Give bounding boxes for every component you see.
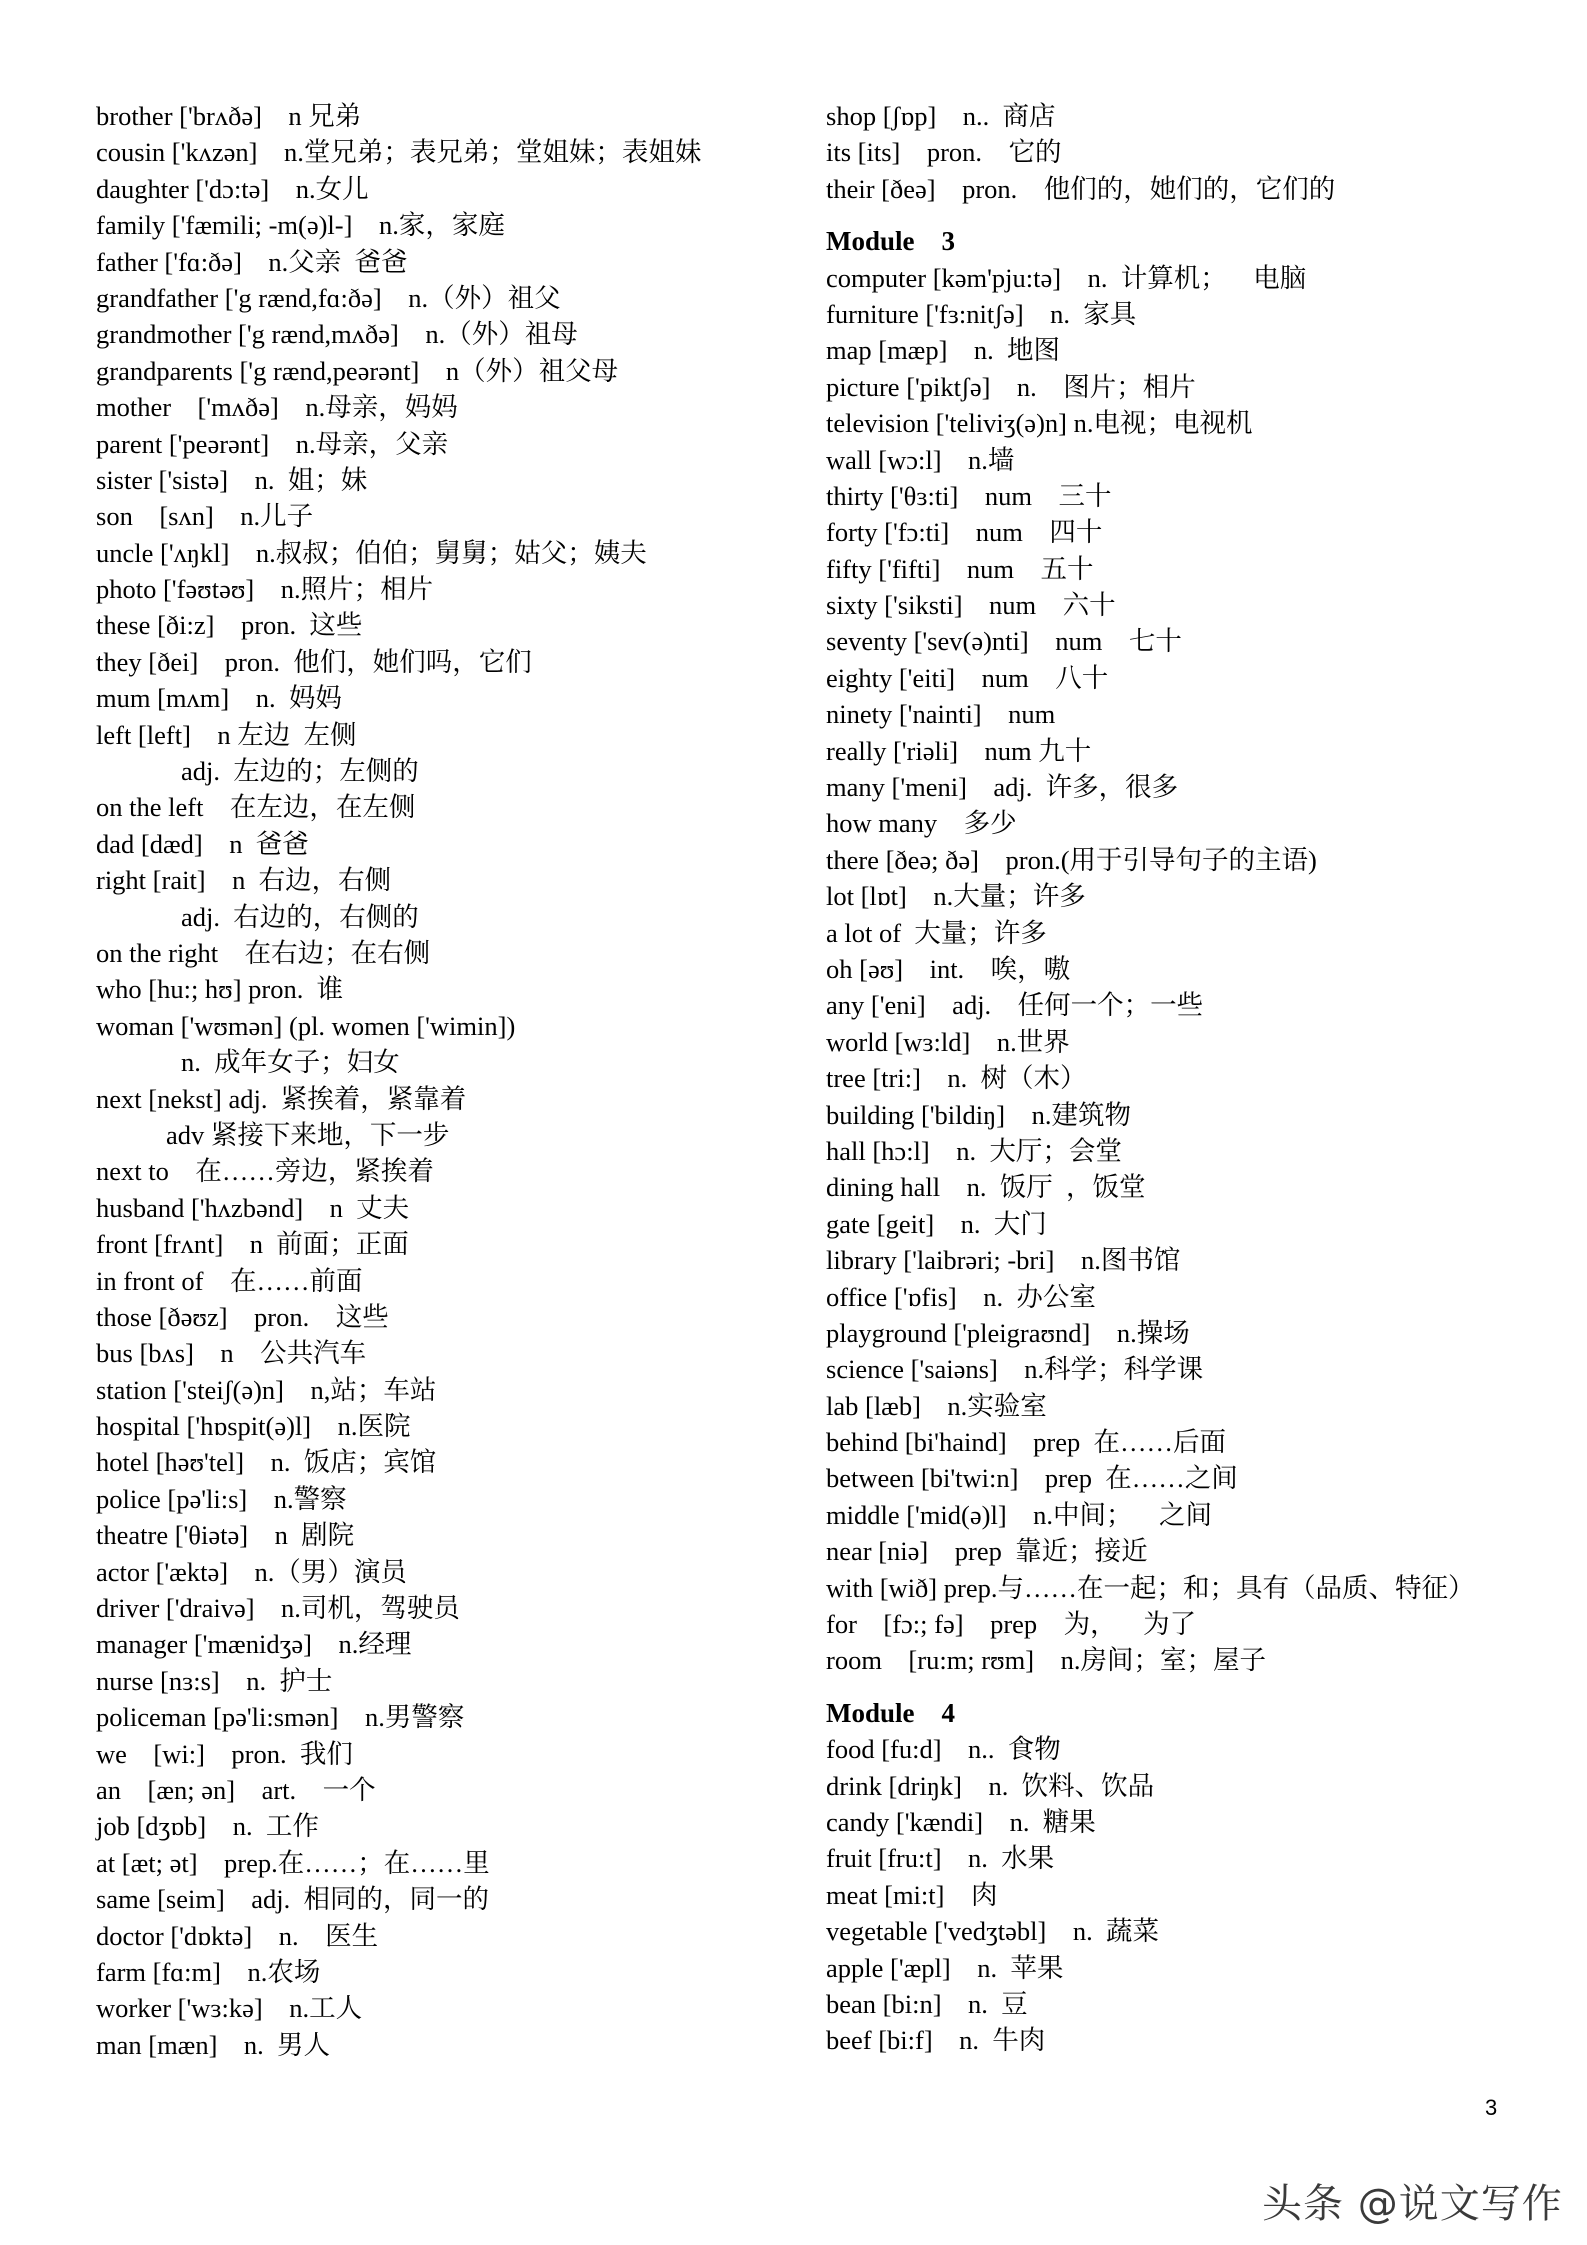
vocab-entry: at [æt; ət] prep.在……；在……里 <box>96 1847 490 1878</box>
vocab-entry: grandparents ['g rænd,peərənt] n（外）祖父母 <box>96 355 619 386</box>
vocab-entry: near [niə] prep 靠近；接近 <box>826 1536 1148 1567</box>
vocab-entry: hall [hɔ:l] n. 大厅；会堂 <box>826 1135 1122 1166</box>
vocab-entry: they [ðei] pron. 他们，她们吗，它们 <box>96 646 532 677</box>
vocab-entry: any ['eni] adj. 任何一个；一些 <box>826 990 1204 1021</box>
vocab-entry: station ['steiʃ(ə)n] n,站；车站 <box>96 1374 437 1405</box>
vocab-entry: brother ['brʌðə] n 兄弟 <box>96 101 362 131</box>
vocab-entry: computer [kəm'pju:tə] n. 计算机； 电脑 <box>826 262 1307 293</box>
vocab-entry: grandmother ['g rænd,mʌðə] n.（外）祖母 <box>96 319 578 350</box>
vocab-entry: office ['ɒfis] n. 办公室 <box>826 1281 1096 1312</box>
vocab-entry: family ['fæmili; -m(ə)l-] n.家，家庭 <box>96 210 505 241</box>
vocab-entry: nurse [nɜ:s] n. 护士 <box>96 1665 333 1696</box>
vocab-entry: an [æn; ən] art. 一个 <box>96 1774 376 1805</box>
vocab-entry: left [left] n 左边 左侧 <box>96 719 357 750</box>
vocab-entry: same [seim] adj. 相同的，同一的 <box>96 1884 490 1915</box>
vocab-entry: candy ['kændi] n. 糖果 <box>826 1806 1096 1837</box>
vocab-entry: hotel [həʊ'tel] n. 饭店；宾馆 <box>96 1447 437 1478</box>
vocab-entry: man [mæn] n. 男人 <box>96 2029 331 2060</box>
module-heading: Module 4 <box>826 1697 956 1728</box>
vocab-entry: building ['bildiŋ] n.建筑物 <box>826 1099 1131 1130</box>
vocab-entry: parent ['peərənt] n.母亲，父亲 <box>96 428 449 459</box>
vocab-entry: right [rait] n 右边，右侧 <box>96 865 392 896</box>
vocab-entry: bean [bi:n] n. 豆 <box>826 1988 1028 2019</box>
vocab-entry: doctor ['dɒktə] n. 医生 <box>96 1920 379 1951</box>
vocab-entry: worker ['wɜ:kə] n.工人 <box>96 1993 363 2024</box>
vocab-entry: photo ['fəʊtəʊ] n.照片；相片 <box>96 574 434 605</box>
vocab-entry: husband ['hʌzbənd] n 丈夫 <box>96 1192 410 1223</box>
vocab-entry: playground ['pleigraʊnd] n.操场 <box>826 1317 1190 1348</box>
vocab-entry: for [fɔ:; fə] prep 为， 为了 <box>826 1609 1197 1640</box>
vocab-entry: next to 在……旁边，紧挨着 <box>96 1156 434 1187</box>
vocab-entry: adj. 左边的；左侧的 <box>181 756 419 787</box>
vocab-entry: on the left 在左边，在左侧 <box>96 792 416 823</box>
vocab-entry: oh [əʊ] int. 唉，嗷 <box>826 953 1071 984</box>
vocab-entry: we [wi:] pron. 我们 <box>96 1738 353 1769</box>
vocab-entry: library ['laibrəri; -bri] n.图书馆 <box>826 1245 1181 1276</box>
vocab-entry: father ['fɑ:ðə] n.父亲 爸爸 <box>96 246 408 277</box>
vocab-entry: n. 成年女子；妇女 <box>181 1047 400 1078</box>
left-column <box>96 98 796 2063</box>
vocab-entry: shop [ʃɒp] n.. 商店 <box>826 101 1056 131</box>
watermark: 头条 @说文写作 <box>1262 2181 1563 2227</box>
vocab-entry: between [bi'twi:n] prep 在……之间 <box>826 1463 1238 1494</box>
vocab-entry: next [nekst] adj. 紧挨着，紧靠着 <box>96 1083 467 1114</box>
vocab-entry: on the right 在右边；在右侧 <box>96 937 431 968</box>
vocab-entry: thirty ['θɜ:ti] num 三十 <box>826 480 1112 511</box>
module-heading: Module 3 <box>826 226 956 257</box>
vocab-entry: food [fu:d] n.. 食物 <box>826 1734 1061 1765</box>
vocab-entry: hospital ['hɒspit(ə)l] n.医院 <box>96 1411 411 1442</box>
vocab-entry: fruit [fru:t] n. 水果 <box>826 1843 1055 1874</box>
vocab-entry: wall [wɔ:l] n.墙 <box>826 444 1015 475</box>
vocab-entry: there [ðeə; ðə] pron.(用于引导句子的主语) <box>826 844 1317 875</box>
vocab-entry: grandfather ['g rænd,fɑ:ðə] n.（外）祖父 <box>96 282 561 313</box>
vocab-entry: their [ðeə] pron. 他们的，她们的，它们的 <box>826 173 1336 204</box>
vocab-entry: middle ['mid(ə)l] n.中间； 之间 <box>826 1499 1213 1530</box>
vocab-entry: adv 紧接下来地，下一步 <box>166 1119 450 1150</box>
vocab-entry: beef [bi:f] n. 牛肉 <box>826 2025 1046 2056</box>
vocab-entry: who [hu:; hʊ] pron. 谁 <box>96 974 344 1005</box>
vocab-entry: world [wɜ:ld] n.世界 <box>826 1026 1070 1057</box>
right-column <box>826 98 1556 2059</box>
vocab-entry: sister ['sistə] n. 姐；妹 <box>96 464 368 495</box>
vocab-entry: theatre ['θiətə] n 剧院 <box>96 1520 355 1551</box>
vocab-entry: son [sʌn] n.儿子 <box>96 501 314 532</box>
vocab-entry: television ['teliviʒ(ə)n] n.电视；电视机 <box>826 408 1253 439</box>
vocab-entry: picture ['piktʃə] n. 图片；相片 <box>826 371 1196 402</box>
vocab-entry: manager ['mænidʒə] n.经理 <box>96 1629 412 1660</box>
vocab-entry: science ['saiəns] n.科学；科学课 <box>826 1354 1204 1385</box>
vocab-entry: fifty ['fifti] num 五十 <box>826 553 1094 584</box>
vocab-entry: police [pə'li:s] n.警察 <box>96 1483 347 1514</box>
vocab-entry: lab [læb] n.实验室 <box>826 1390 1047 1421</box>
vocab-entry: many ['meni] adj. 许多，很多 <box>826 772 1179 803</box>
vocab-entry: really ['riəli] num 九十 <box>826 735 1092 766</box>
vocab-entry: farm [fɑ:m] n.农场 <box>96 1956 321 1987</box>
vocab-entry: its [its] pron. 它的 <box>826 137 1062 168</box>
vocab-entry: map [mæp] n. 地图 <box>826 335 1061 366</box>
vocab-entry: meat [mi:t] 肉 <box>826 1879 998 1910</box>
vocab-entry: dining hall n. 饭厅 ，饭堂 <box>826 1172 1146 1203</box>
vocab-entry: those [ðəʊz] pron. 这些 <box>96 1301 389 1332</box>
vocab-entry: seventy ['sev(ə)nti] num 七十 <box>826 626 1182 657</box>
vocab-entry: with [wið] prep.与……在一起；和；具有（品质、特征） <box>826 1572 1475 1603</box>
vocab-entry: dad [dæd] n 爸爸 <box>96 828 309 859</box>
vocab-entry: uncle ['ʌŋkl] n.叔叔；伯伯；舅舅；姑父；姨夫 <box>96 537 647 568</box>
vocab-entry: drink [driŋk] n. 饮料、饮品 <box>826 1770 1155 1801</box>
vocab-entry: tree [tri:] n. 树（木） <box>826 1063 1087 1094</box>
vocab-entry: policeman [pə'li:smən] n.男警察 <box>96 1702 465 1733</box>
vocab-entry: room [ru:m; rʊm] n.房间；室；屋子 <box>826 1645 1266 1676</box>
page-number: 3 <box>1485 2095 1498 2120</box>
vocab-entry: these [ði:z] pron. 这些 <box>96 610 363 641</box>
vocab-entry: front [frʌnt] n 前面；正面 <box>96 1229 409 1260</box>
vocab-entry: mother ['mʌðə] n.母亲，妈妈 <box>96 392 458 423</box>
vocab-entry: furniture ['fɜ:nitʃə] n. 家具 <box>826 298 1137 329</box>
vocab-entry: driver ['draivə] n.司机，驾驶员 <box>96 1593 460 1624</box>
vocab-entry: cousin ['kʌzən] n.堂兄弟；表兄弟；堂姐妹；表姐妹 <box>96 137 702 168</box>
vocab-entry: how many 多少 <box>826 808 1017 839</box>
vocab-entry: bus [bʌs] n 公共汽车 <box>96 1338 367 1369</box>
vocab-entry: adj. 右边的，右侧的 <box>181 901 419 932</box>
vocab-entry: lot [lɒt] n.大量；许多 <box>826 881 1086 912</box>
vocab-entry: behind [bi'haind] prep 在……后面 <box>826 1427 1226 1458</box>
vocab-entry: vegetable ['vedʒtəbl] n. 蔬菜 <box>826 1916 1159 1947</box>
vocab-entry: in front of 在……前面 <box>96 1265 363 1296</box>
vocab-entry: sixty ['siksti] num 六十 <box>826 590 1116 621</box>
vocab-entry: daughter ['dɔ:tə] n.女儿 <box>96 173 369 204</box>
vocab-entry: forty ['fɔ:ti] num 四十 <box>826 517 1103 548</box>
vocab-entry: job [dʒɒb] n. 工作 <box>96 1811 319 1842</box>
vocab-entry: mum [mʌm] n. 妈妈 <box>96 683 342 714</box>
vocab-entry: actor ['æktə] n.（男）演员 <box>96 1556 407 1587</box>
vocab-entry: woman ['wʊmən] (pl. women ['wimin]) <box>96 1010 516 1041</box>
vocab-entry: apple ['æpl] n. 苹果 <box>826 1952 1064 1983</box>
vocab-entry: gate [geit] n. 大门 <box>826 1208 1047 1239</box>
vocab-entry: eighty ['eiti] num 八十 <box>826 662 1109 693</box>
vocab-entry: a lot of 大量；许多 <box>826 917 1047 948</box>
vocab-entry: ninety ['nainti] num <box>826 699 1056 730</box>
